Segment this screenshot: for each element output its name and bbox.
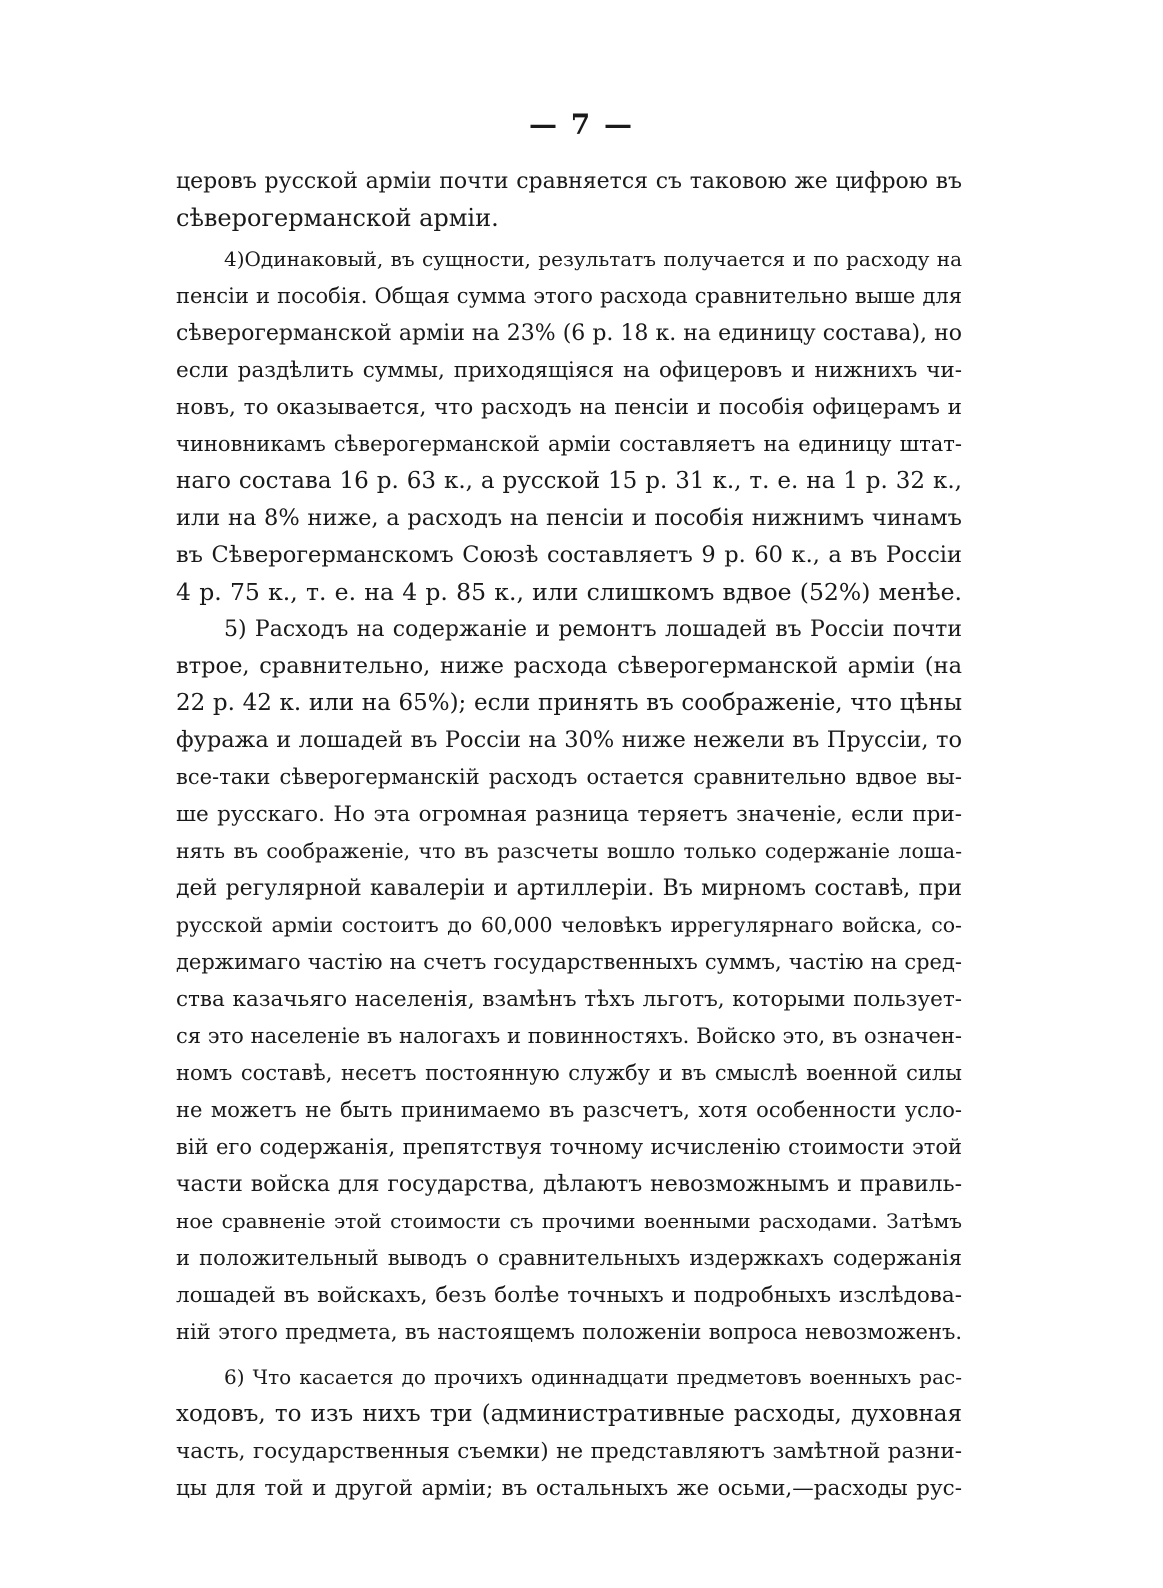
text-line: если раздѣлить суммы, приходящіяся на офицеровъ и нижнихъ чи- <box>176 358 962 383</box>
text-line: ства казачьяго населенія, взамѣнъ тѣхъ льготъ, которыми пользует- <box>176 987 962 1012</box>
paragraph-5 <box>176 611 962 1351</box>
body-text <box>176 163 962 1507</box>
page-number: — 7 — <box>529 108 634 141</box>
text-line: номъ составѣ, несетъ постоянную службу и въ смыслѣ военной силы <box>176 1061 962 1085</box>
text-line: часть, государственныя съемки) не представляютъ замѣтной разни- <box>176 1439 962 1464</box>
text-line: ся это населеніе въ налогахъ и повинностяхъ. Войско это, въ означен- <box>176 1024 962 1048</box>
text-line: чиновникамъ сѣверогерманской арміи составляетъ на единицу штат- <box>176 432 962 456</box>
text-line: новъ, то оказывается, что расходъ на пенсіи и пособія офицерамъ и <box>176 395 962 420</box>
text-line: не можетъ не быть принимаемо въ разсчетъ, хотя особенности усло- <box>176 1098 962 1122</box>
text-line: фуража и лошадей въ Россіи на 30% ниже нежели въ Пруссіи, то <box>176 727 962 753</box>
paragraph-continuation <box>176 163 962 237</box>
text-line: русской арміи состоитъ до 60,000 человѣкъ иррегулярнаго войска, со- <box>176 913 962 937</box>
text-line: все-таки сѣверогерманскій расходъ остается сравнительно вдвое вы- <box>176 765 962 789</box>
text-line: наго состава 16 р. 63 к., а русской 15 р. 31 к., т. е. на 1 р. 32 к., <box>176 468 962 494</box>
text-line: въ Сѣверогерманскомъ Союзѣ составляетъ 9 р. 60 к., а въ Россіи <box>176 542 962 568</box>
text-line: сѣверогерманской арміи на 23% (6 р. 18 к. на единицу состава), но <box>176 321 962 346</box>
text-line: 4)Одинаковый, въ сущности, результатъ получается и по расходу на <box>224 247 962 271</box>
text-line: 22 р. 42 к. или на 65%); если принять въ соображеніе, что цѣны <box>176 690 962 716</box>
text-line: и положительный выводъ о сравнительныхъ издержкахъ содержанія <box>176 1246 962 1270</box>
text-line: держимаго частію на счетъ государственныхъ суммъ, частію на сред- <box>176 950 962 974</box>
text-line: втрое, сравнительно, ниже расхода сѣверогерманской арміи (на <box>176 653 962 679</box>
text-line: 5) Расходъ на содержаніе и ремонтъ лошадей въ Россіи почти <box>224 617 962 642</box>
text-line: нять въ соображеніе, что въ разсчеты вошло только содержаніе лоша- <box>176 839 962 863</box>
text-line: части войска для государства, дѣлаютъ невозможнымъ и правиль- <box>176 1172 962 1197</box>
text-line: церовъ русской арміи почти сравняется съ таковою же цифрою въ <box>176 169 962 194</box>
text-line: ное сравненіе этой стоимости съ прочими военными расходами. Затѣмъ <box>176 1209 962 1233</box>
text-line: пенсіи и пособія. Общая сумма этого расхода сравнительно выше для <box>176 284 962 308</box>
paragraph-6 <box>176 1359 962 1507</box>
text-line: 6) Что касается до прочихъ одиннадцати предметовъ военныхъ рас- <box>224 1365 962 1389</box>
paragraph-4 <box>176 241 962 611</box>
text-line: ше русскаго. Но эта огромная разница теряетъ значеніе, если при- <box>176 802 962 827</box>
text-line: дей регулярной кавалеріи и артиллеріи. Въ мирномъ составѣ, при <box>176 876 962 901</box>
text-line: вій его содержанія, препятствуя точному исчисленію стоимости этой <box>176 1135 962 1159</box>
text-line: лошадей въ войскахъ, безъ болѣе точныхъ и подробныхъ изслѣдова- <box>176 1283 962 1308</box>
text-line: ній этого предмета, въ настоящемъ положеніи вопроса невозможенъ. <box>176 1320 962 1344</box>
text-line: цы для той и другой арміи; въ остальныхъ же осьми,—расходы рус- <box>176 1476 962 1501</box>
text-line: ходовъ, то изъ нихъ три (административные расходы, духовная <box>176 1401 962 1427</box>
text-line: или на 8% ниже, а расходъ на пенсіи и пособія нижнимъ чинамъ <box>176 505 962 531</box>
text-line: 4 р. 75 к., т. е. на 4 р. 85 к., или слишкомъ вдвое (52%) менѣе. <box>176 578 962 606</box>
text-line: сѣверогерманской арміи. <box>176 204 499 232</box>
